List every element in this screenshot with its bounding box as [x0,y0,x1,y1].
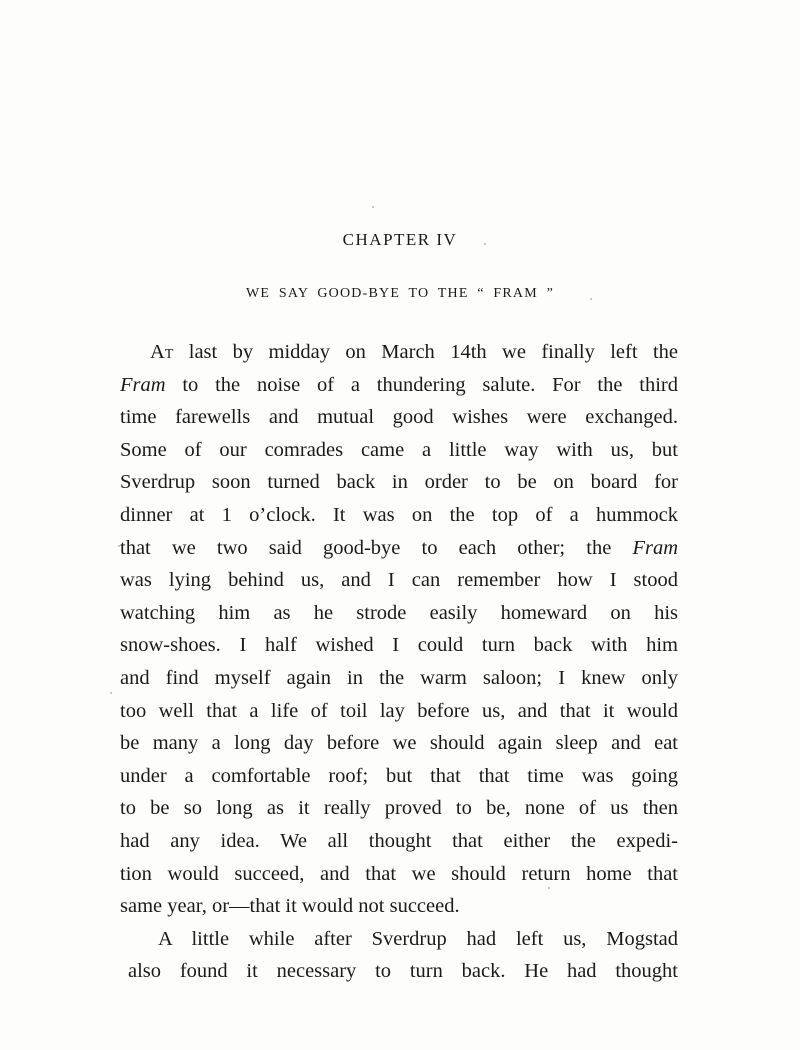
paragraph-2-line-1: A little while after Sverdrup had left us, Mogstad [158,927,678,950]
chapter-heading: CHAPTER IV [342,230,458,249]
paragraph-1-line-11: and find myself again in the warm saloon; I knew only [120,666,678,689]
paragraph-1-line-12: too well that a life of toil lay before us, and that it would [120,699,678,722]
paragraph-2-line-2: also found it necessary to turn back. He had thought [128,960,678,983]
paragraph-1-line-16: had any idea. We all thought that either the expedi- [120,829,678,852]
paragraph-1-line-2: Fram to the noise of a thundering salute. For the third [120,373,678,396]
paragraph-1-line-6: dinner at 1 o’clock. It was on the top of a hummock [120,503,678,526]
paragraph-1-line-10: snow-shoes. I half wished I could turn back with him [120,634,678,657]
paragraph-1-line-1 [120,336,678,369]
scan-speck [110,692,112,694]
scan-speck [590,298,592,300]
opening-word: At [150,341,174,363]
chapter-title: WE SAY GOOD-BYE TO THE “ FRAM ” [246,286,554,301]
paragraph-1-line-15: to be so long as it really proved to be, none of us then [120,797,678,820]
line-text: last by midday on March 14th we finally left the [173,341,678,363]
body-text [120,336,678,988]
paragraph-1-line-7: that we two said good-bye to each other; the Fram [120,536,678,559]
scan-speck [372,206,374,208]
paragraph-1-line-17: tion would succeed, and that we should return home that [120,862,678,885]
paragraph-1-line-18: same year, or—that it would not succeed. [120,895,460,918]
paragraph-1-line-8: was lying behind us, and I can remember how I stood [120,569,678,592]
paragraph-1-line-14: under a comfortable roof; but that that time was going [120,764,678,787]
paragraph-1-line-4: Some of our comrades came a little way with us, but [120,438,678,461]
paragraph-1-line-3: time farewells and mutual good wishes were exchanged. [120,406,678,429]
paragraph-1-line-5: Sverdrup soon turned back in order to be on board for [120,471,678,494]
paragraph-1-line-13: be many a long day before we should again sleep and eat [120,732,678,755]
scan-speck [118,545,120,547]
scan-speck [484,243,486,245]
paragraph-1-line-9: watching him as he strode easily homeward on his [120,601,678,624]
scan-speck [548,887,550,889]
